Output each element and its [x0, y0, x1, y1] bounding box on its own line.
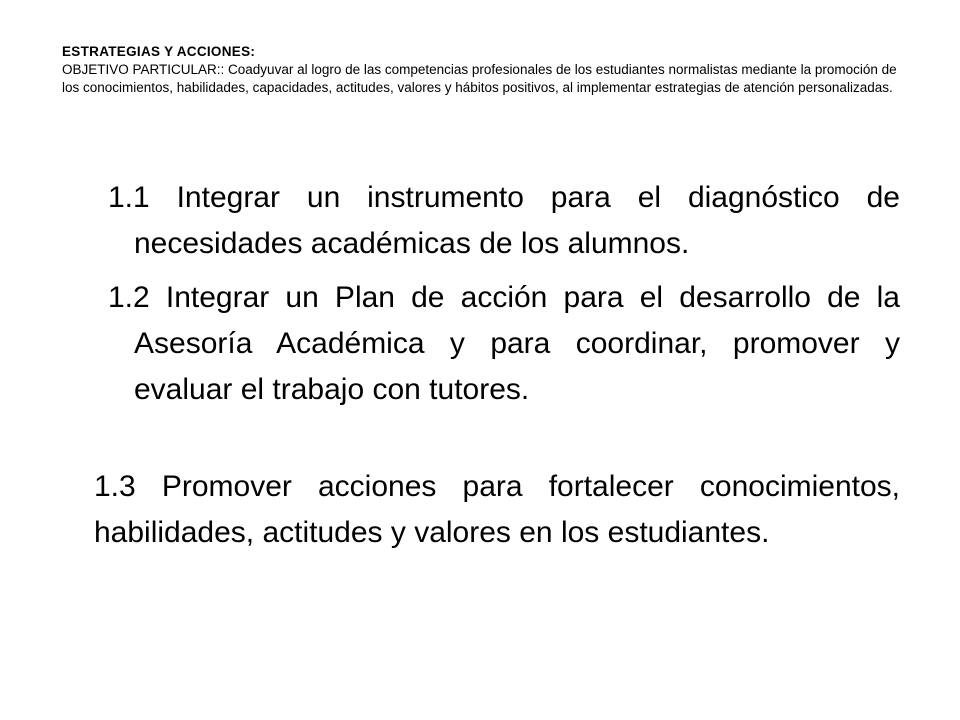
slide-header	[62, 43, 912, 97]
header-title: ESTRATEGIAS Y ACCIONES:	[62, 44, 256, 59]
action-item-1-2: 1.2 Integrar un Plan de acción para el desarrollo de la Asesoría Académica y para coordinar, promover y evaluar el trabajo con tutores.	[108, 281, 900, 406]
header-objective: OBJETIVO PARTICULAR:: Coadyuvar al logro de las competencias profesionales de los estudiantes normalistas mediante la promoción de los conocimientos, habilidades, capacidades, actitudes, valores y hábitos positivos, al implementar estrategias de atención personalizadas.	[62, 62, 897, 95]
action-item-1-1: 1.1 Integrar un instrumento para el diagnóstico de necesidades académicas de los alumnos.	[108, 181, 900, 260]
action-item-1-3: 1.3 Promover acciones para fortalecer conocimientos, habilidades, actitudes y valores en los estudiantes.	[94, 470, 900, 549]
